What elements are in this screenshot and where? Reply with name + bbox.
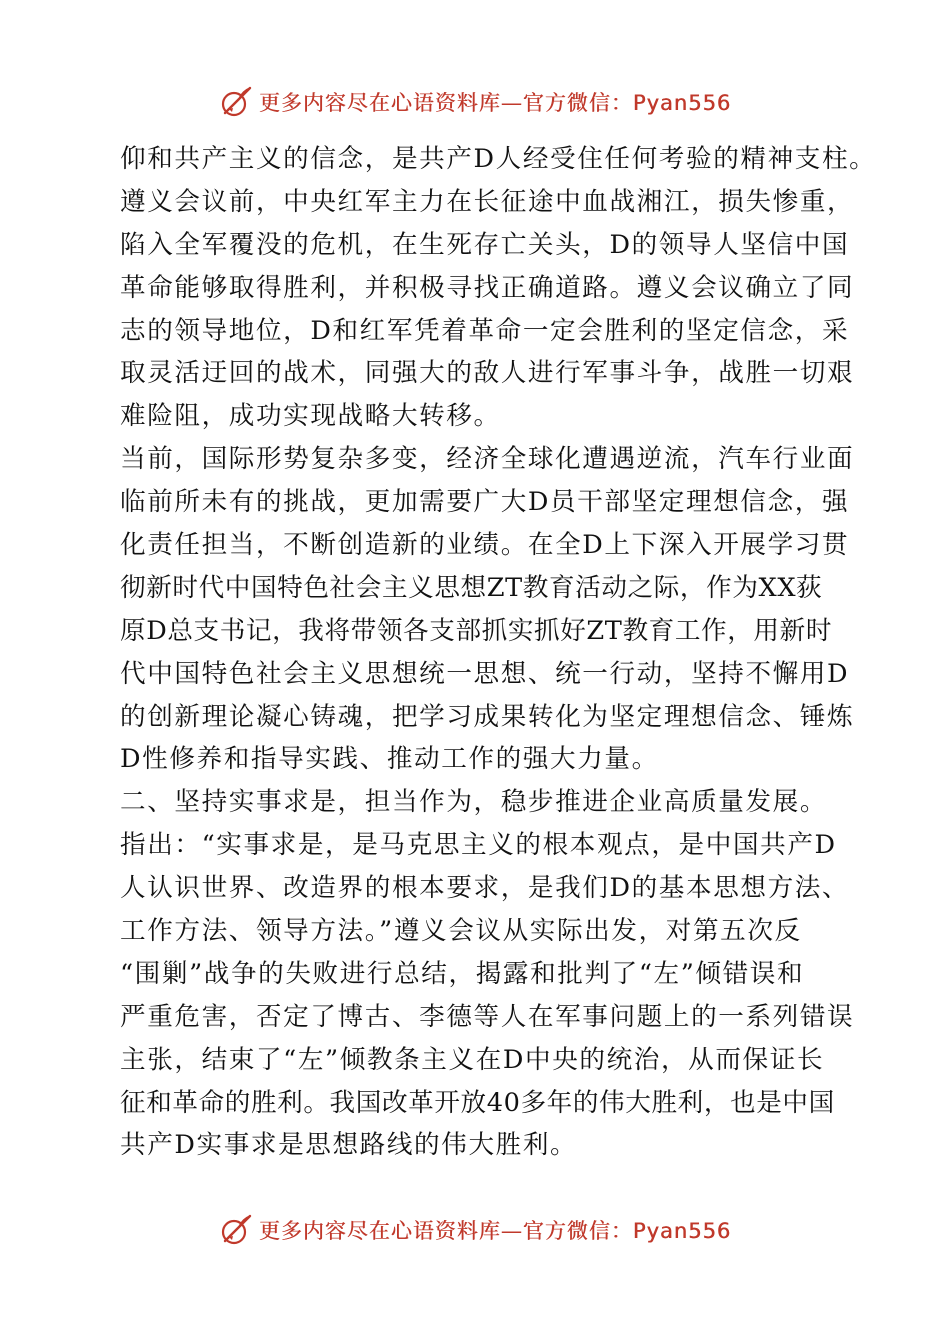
text-line: 仰和共产主义的信念，是共产D人经受住任何考验的精神支柱。 [120, 144, 877, 174]
section-heading: 二、坚持实事求是，担当作为，稳步推进企业高质量发展。 [120, 787, 828, 818]
text-line: “围剿”战争的失败进行总结，揭露和批判了“左”倾错误和 [120, 958, 805, 989]
text-line: 代中国特色社会主义思想统一思想、统一行动，坚持不懈用D [120, 658, 850, 689]
text-line: 革命能够取得胜利，并积极寻找正确道路。遵义会议确立了同 [120, 272, 855, 303]
text-line: 严重危害，否定了博古、李德等人在军事问题上的一系列错误 [120, 1001, 855, 1032]
text-line: 彻新时代中国特色社会主义思想ZT教育活动之际，作为XX荻 [120, 572, 823, 603]
quill-logo-icon [219, 85, 253, 119]
text-line: 征和革命的胜利。我国改革开放40多年的伟大胜利，也是中国 [120, 1087, 835, 1118]
text-line: 化责任担当，不断创造新的业绩。在全D上下深入开展学习贯 [120, 530, 850, 561]
text-line: 人认识世界、改造界的根本要求，是我们D的基本思想方法、 [120, 873, 850, 904]
text-line: 的创新理论凝心铸魂，把学习成果转化为坚定理想信念、锤炼 [120, 701, 855, 732]
watermark-footer [0, 1210, 950, 1250]
text-line: 原D总支书记，我将带领各支部抓实抓好ZT教育工作，用新时 [120, 615, 833, 646]
document-body [120, 138, 877, 1167]
text-line: 取灵活迂回的战术，同强大的敌人进行军事斗争，战胜一切艰 [120, 358, 855, 389]
text-line: 工作方法、领导方法。”遵义会议从实际出发，对第五次反 [120, 916, 802, 947]
text-line: 临前所未有的挑战，更加需要广大D员干部坚定理想信念，强 [120, 487, 850, 518]
text-line: D性修养和指导实践、推动工作的强大力量。 [120, 744, 659, 775]
watermark-header [0, 82, 950, 122]
text-line: 陷入全军覆没的危机，在生死存亡关头，D的领导人坚信中国 [120, 229, 850, 260]
text-line: 当前，国际形势复杂多变，经济全球化遭遇逆流，汽车行业面 [120, 444, 855, 475]
watermark-text: 更多内容尽在心语资料库—官方微信：Pyan556 [258, 91, 732, 115]
text-line: 难险阻，成功实现战略大转移。 [120, 401, 501, 432]
text-line: 共产D实事求是思想路线的伟大胜利。 [120, 1130, 578, 1161]
text-line: 主张，结束了“左”倾教条主义在D中央的统治，从而保证长 [120, 1044, 825, 1075]
quill-logo-icon [219, 1213, 253, 1247]
text-line: 指出：“实事求是，是马克思主义的根本观点，是中国共产D [120, 830, 837, 861]
text-line: 遵义会议前，中央红军主力在长征途中血战湘江，损失惨重， [120, 186, 855, 217]
text-line: 志的领导地位，D和红军凭着革命一定会胜利的坚定信念，采 [120, 315, 850, 346]
watermark-text: 更多内容尽在心语资料库—官方微信：Pyan556 [258, 1219, 732, 1243]
